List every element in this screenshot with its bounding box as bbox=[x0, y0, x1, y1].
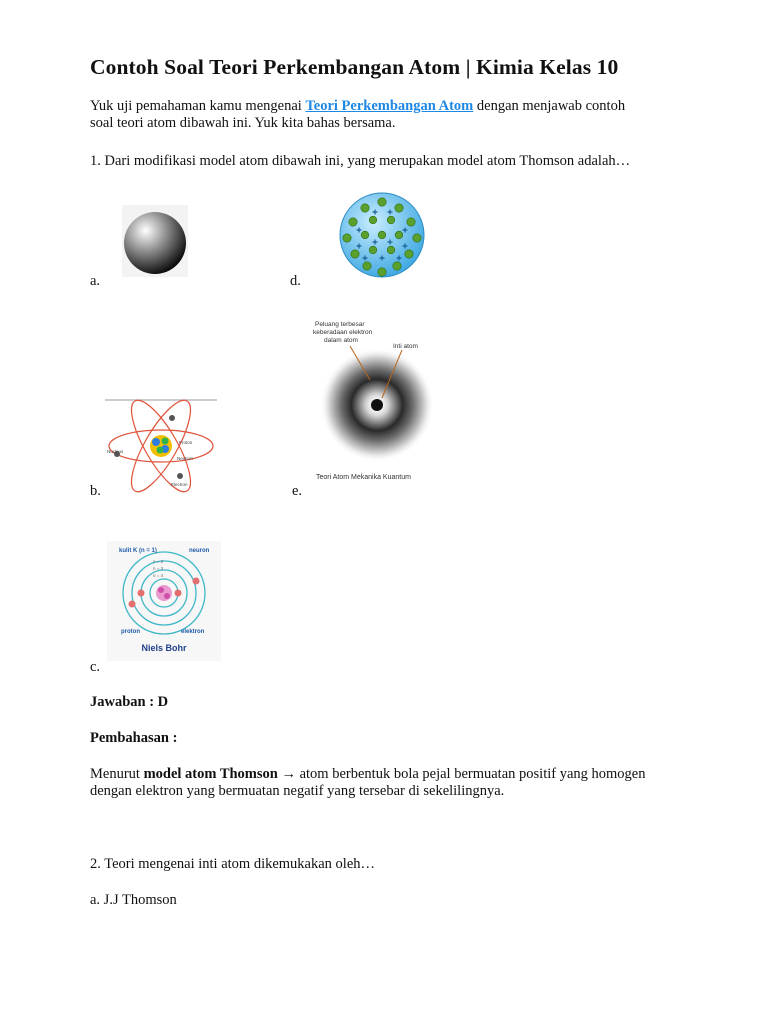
rutherford-model-image bbox=[105, 398, 217, 494]
thomson-electron bbox=[361, 204, 369, 212]
quantum-caption: Teori Atom Mekanika Kuantum bbox=[316, 474, 411, 481]
quantum-label-3: dalam atom bbox=[324, 337, 358, 344]
question-1: 1. Dari modifikasi model atom dibawah ini, yang merupakan model atom Thomson adalah… bbox=[90, 153, 631, 169]
discussion-heading: Pembahasan : bbox=[90, 730, 178, 746]
thomson-electron bbox=[369, 246, 377, 254]
thomson-electron bbox=[349, 218, 357, 226]
discussion-prefix: Menurut bbox=[90, 766, 144, 782]
rutherford-electron-label: Electron bbox=[171, 482, 188, 487]
intro-line-2: soal teori atom dibawah ini. Yuk kita bahas bersama. bbox=[90, 115, 396, 131]
thomson-electron bbox=[395, 204, 403, 212]
discussion-suffix: → atom berbentuk bola pejal bermuatan positif yang homogen bbox=[277, 766, 646, 782]
intro-text-before: Yuk uji pemahaman kamu mengenai bbox=[90, 98, 306, 114]
option-a-label: a. bbox=[90, 273, 101, 289]
bohr-proton-label: proton bbox=[121, 629, 140, 635]
rutherford-nucleus-label: Nucleus bbox=[107, 449, 124, 454]
quantum-nucleus-label: Inti atom bbox=[393, 343, 418, 350]
bohr-model-image bbox=[107, 541, 221, 661]
discussion-bold-term: model atom Thomson bbox=[143, 766, 278, 782]
thomson-electron bbox=[378, 231, 386, 239]
bohr-electron-label: elektron bbox=[181, 629, 205, 635]
rutherford-proton-label: Proton bbox=[179, 440, 193, 445]
thomson-electron bbox=[407, 218, 415, 226]
quantum-label-1: Peluang terbesar bbox=[315, 321, 365, 328]
thomson-electron bbox=[393, 262, 401, 270]
thomson-electron bbox=[413, 234, 421, 242]
answer-1: Jawaban : D bbox=[90, 694, 169, 710]
thomson-electron bbox=[387, 216, 395, 224]
thomson-electron bbox=[378, 268, 386, 276]
page-title: Contoh Soal Teori Perkembangan Atom | Kimia Kelas 10 bbox=[90, 55, 619, 79]
thomson-electron bbox=[343, 234, 351, 242]
bohr-n2-label: n = 2 bbox=[153, 559, 164, 564]
bohr-n4-label: n = 4 bbox=[153, 573, 164, 578]
bohr-shell-label: kulit K (n = 1) bbox=[119, 548, 157, 554]
rutherford-neutron-label: Neutron bbox=[177, 456, 194, 461]
intro-text-after: dengan menjawab contoh bbox=[473, 98, 626, 114]
dalton-sphere-image bbox=[122, 205, 188, 277]
discussion-line-2: dengan elektron yang bermuatan negatif yang tersebar di sekelilingnya. bbox=[90, 783, 505, 799]
thomson-electron bbox=[405, 250, 413, 258]
quantum-model-image bbox=[310, 318, 435, 483]
bohr-caption: Niels Bohr bbox=[141, 643, 187, 653]
discussion-paragraph bbox=[90, 766, 645, 800]
question-2-option-a: a. J.J Thomson bbox=[90, 892, 177, 908]
thomson-electron bbox=[361, 231, 369, 239]
option-b-label: b. bbox=[90, 483, 101, 499]
thomson-electron bbox=[387, 246, 395, 254]
thomson-electron bbox=[363, 262, 371, 270]
thomson-electron bbox=[369, 216, 377, 224]
thomson-electron bbox=[395, 231, 403, 239]
bohr-n3-label: n = 3 bbox=[153, 566, 164, 571]
question-2: 2. Teori mengenai inti atom dikemukakan oleh… bbox=[90, 856, 376, 872]
quantum-label-2: keberadaan elektron bbox=[313, 329, 373, 336]
option-c-label: c. bbox=[90, 659, 101, 675]
intro-link[interactable]: Teori Perkembangan Atom bbox=[305, 98, 474, 114]
thomson-electron bbox=[351, 250, 359, 258]
option-d-label: d. bbox=[290, 273, 301, 289]
bohr-neutron-label: neuron bbox=[189, 548, 210, 554]
option-e-label: e. bbox=[292, 483, 303, 499]
intro-paragraph bbox=[90, 98, 625, 132]
thomson-model-image bbox=[335, 190, 430, 280]
thomson-electron bbox=[378, 198, 386, 206]
